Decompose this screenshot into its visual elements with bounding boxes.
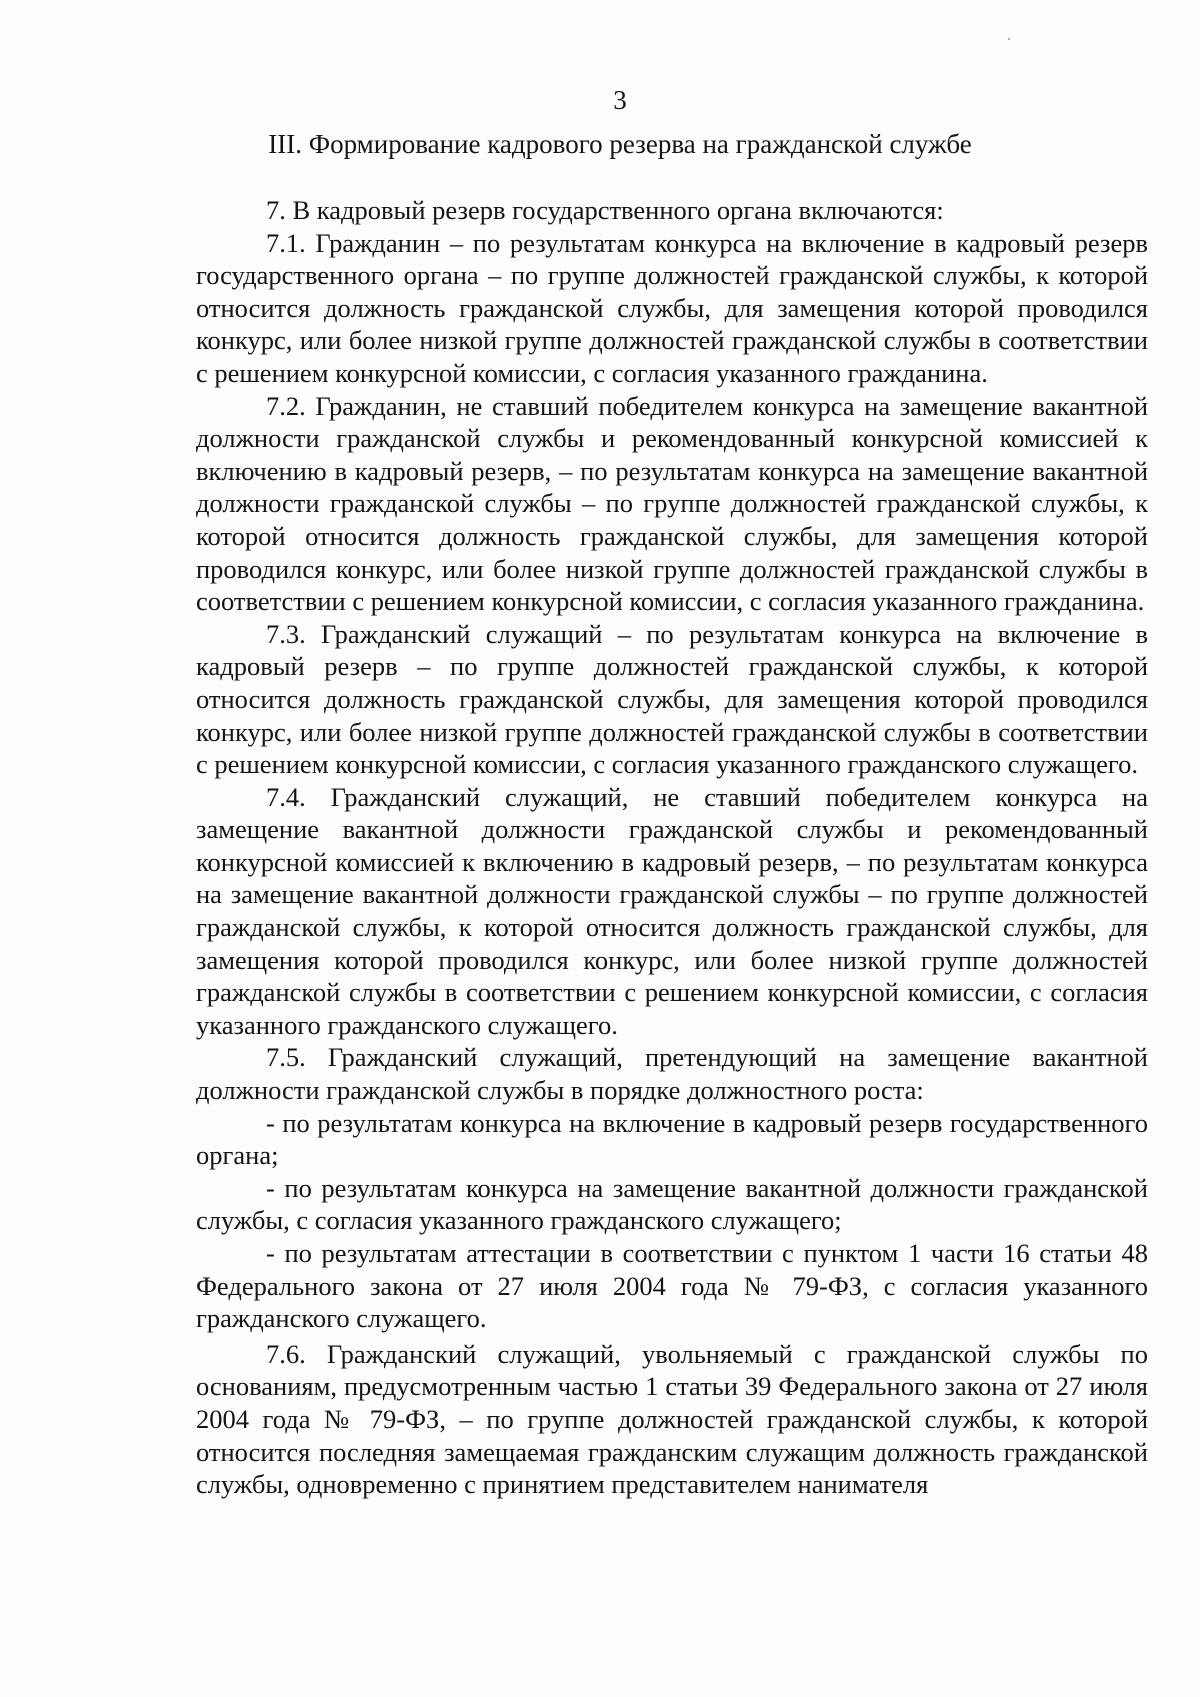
paragraph-7: 7. В кадровый резерв государственного органа включаются: — [266, 195, 944, 225]
paragraph-7-1: 7.1. Гражданин – по результатам конкурса на включение в кадровый резерв государственного органа – по группе должностей гражданской службы, к которой относится должность гражданской службы, для замещения которой проводился конкурс, или более низкой группе должностей гражданской службы в соответствии с решением конкурсной комиссии, с согласия указанного гражданина. — [196, 227, 1148, 388]
paragraph-7-4: 7.4. Гражданский служащий, не ставший победителем конкурса на замещение вакантной должности гражданской службы и рекомендованный конкурсной комиссией к включению в кадровый резерв, – по результатам конкурса на замещение вакантной должности гражданской службы – по группе должностей гражданской службы, к которой относится должность гражданской службы, для замещения которой проводился конкурс, или более низкой группе должностей гражданской службы в соответствии с решением конкурсной комиссии, с согласия указанного гражданского служащего. — [196, 781, 1148, 1040]
document-body — [196, 194, 1148, 1501]
scan-speck — [1008, 38, 1010, 40]
section-title: III. Формирование кадрового резерва на гражданской службе — [268, 129, 972, 159]
list-item-attestation: - по результатам аттестации в соответствии с пунктом 1 части 16 статьи 48 Федерального закона от 27 июля 2004 года № 79-ФЗ, с согласия указанного гражданского служащего. — [196, 1238, 1148, 1334]
list-item-contest-reserve: - по результатам конкурса на включение в кадровый резерв государственного органа; — [196, 1107, 1148, 1171]
paragraph-7-2: 7.2. Гражданин, не ставший победителем конкурса на замещение вакантной должности гражданской службы и рекомендованный конкурсной комиссией к включению в кадровый резерв, – по результатам конкурса на замещение вакантной должности гражданской службы – по группе должностей гражданской службы, к которой относится должность гражданской службы, для замещения которой проводился конкурс, или более низкой группе должностей гражданской службы в соответствии с решением конкурсной комиссии, с согласия указанного гражданина. — [196, 390, 1148, 617]
paragraph-7-3: 7.3. Гражданский служащий – по результатам конкурса на включение в кадровый резерв – по группе должностей гражданской службы, к которой относится должность гражданской службы, для замещения которой проводился конкурс, или более низкой группе должностей гражданской службы в соответствии с решением конкурсной комиссии, с согласия указанного гражданского служащего. — [196, 618, 1148, 780]
list-item-contest-vacancy: - по результатам конкурса на замещение вакантной должности гражданской службы, с согласия указанного гражданского служащего; — [196, 1172, 1148, 1236]
paragraph-7-6: 7.6. Гражданский служащий, увольняемый с гражданской службы по основаниям, предусмотренным частью 1 статьи 39 Федерального закона от 27 июля 2004 года № 79-ФЗ, – по группе должностей гражданской службы, к которой относится последняя замещаемая гражданским служащим должность гражданской службы, одновременно с принятием представителем нанимателя — [196, 1338, 1148, 1500]
page-number: 3 — [613, 85, 627, 115]
paragraph-7-5: 7.5. Гражданский служащий, претендующий на замещение вакантной должности гражданской службы в порядке должностного роста: — [196, 1042, 1148, 1106]
